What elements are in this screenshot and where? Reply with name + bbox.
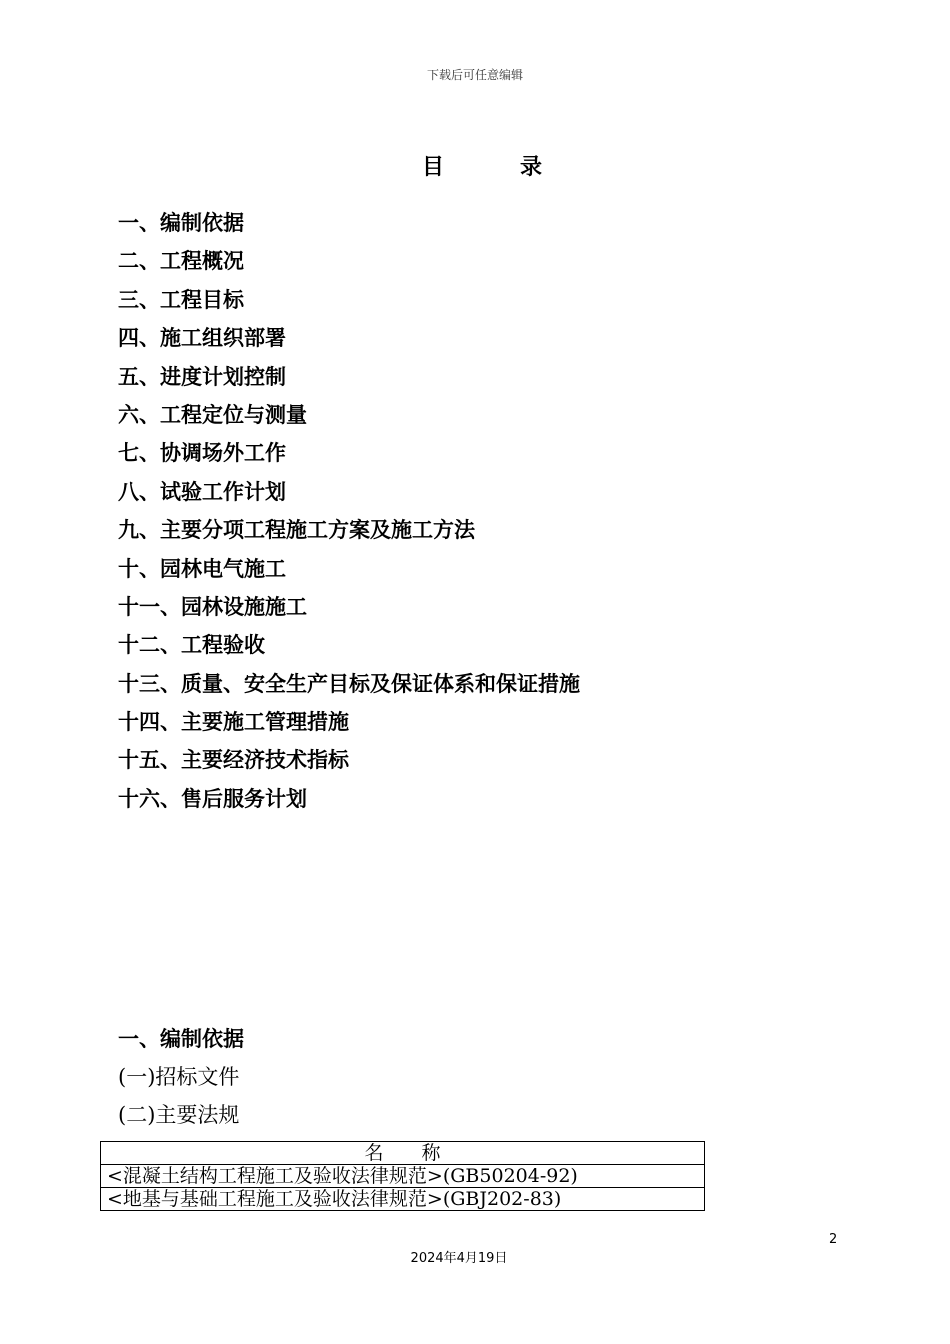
toc-item: 二、工程概况 xyxy=(118,249,244,274)
toc-title-left: 目 xyxy=(422,155,445,180)
page-number: 2 xyxy=(829,1232,838,1247)
toc-item: 五、进度计划控制 xyxy=(118,364,286,389)
toc-item: 十六、售后服务计划 xyxy=(118,786,307,811)
page-footer-date: 2024年4月19日 xyxy=(410,1251,508,1266)
toc-list xyxy=(118,206,580,820)
toc-item: 十、园林电气施工 xyxy=(118,556,286,581)
table-cell: <地基与基础工程施工及验收法律规范>(GBJ202-83) xyxy=(101,1188,705,1211)
toc-item: 四、施工组织部署 xyxy=(118,326,286,351)
subsection-bidding-docs: (一)招标文件 xyxy=(118,1065,240,1089)
toc-title xyxy=(422,150,542,181)
toc-item: 十三、质量、安全生产目标及保证体系和保证措施 xyxy=(118,671,580,696)
toc-item: 一、编制依据 xyxy=(118,211,244,235)
toc-item: 十一、园林设施施工 xyxy=(118,594,307,619)
section-heading: 一、编制依据 xyxy=(118,1027,244,1051)
toc-item: 八、试验工作计划 xyxy=(118,479,286,504)
regulations-table xyxy=(100,1141,705,1211)
page-header: 下载后可任意编辑 xyxy=(426,68,523,82)
toc-title-right: 录 xyxy=(519,155,542,180)
subsection-regulations: (二)主要法规 xyxy=(118,1103,240,1127)
table-header: 名 称 xyxy=(101,1142,705,1165)
toc-item: 九、主要分项工程施工方案及施工方法 xyxy=(118,518,475,543)
table-row xyxy=(101,1188,705,1211)
toc-item: 十五、主要经济技术指标 xyxy=(118,748,349,773)
table-row xyxy=(101,1165,705,1188)
toc-item: 十二、工程验收 xyxy=(118,633,265,658)
table-cell: <混凝土结构工程施工及验收法律规范>(GB50204-92) xyxy=(101,1165,705,1188)
toc-item: 六、工程定位与测量 xyxy=(118,402,307,427)
toc-item: 七、协调场外工作 xyxy=(118,441,286,466)
toc-item: 三、工程目标 xyxy=(118,287,244,312)
toc-item: 十四、主要施工管理措施 xyxy=(118,710,349,735)
